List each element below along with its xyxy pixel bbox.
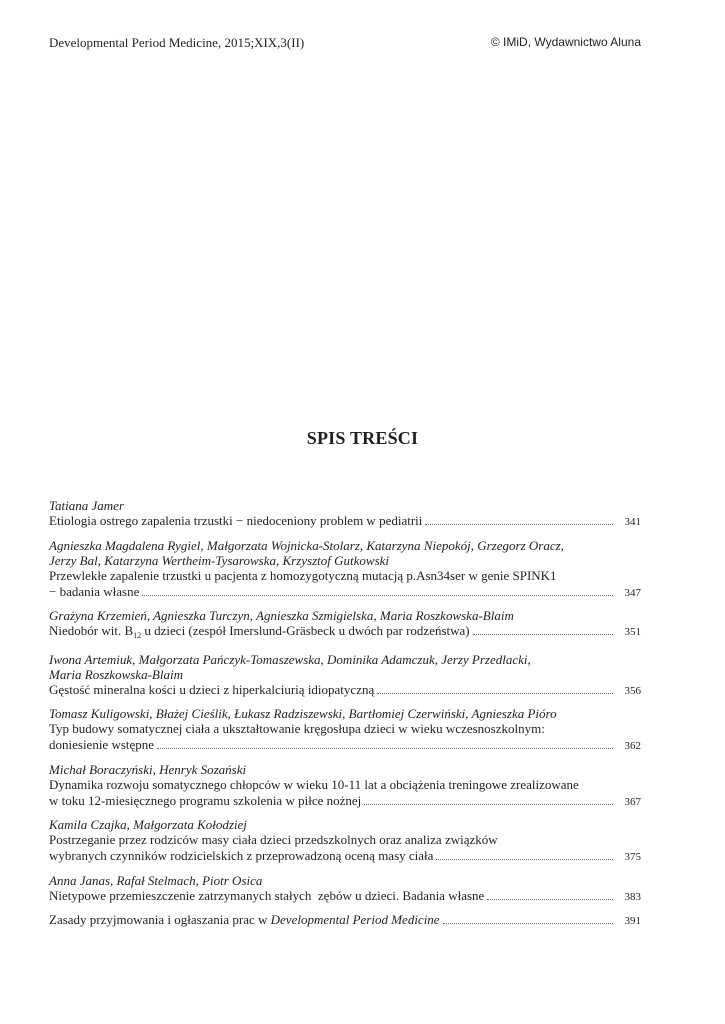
entry-authors: Kamila Czajka, Małgorzata Kołodziej: [49, 817, 247, 832]
table-of-contents: [49, 498, 641, 937]
dot-leader: [487, 889, 613, 900]
entry-page-number: 347: [624, 586, 641, 599]
toc-entry[interactable]: [49, 538, 641, 601]
dot-leader: [473, 624, 613, 635]
entry-page-number: 391: [624, 915, 641, 927]
entry-authors: Iwona Artemiuk, Małgorzata Pańczyk-Tomaszewska, Dominika Adamczuk, Jerzy Przedlacki,: [49, 651, 531, 667]
toc-entry[interactable]: [49, 498, 641, 530]
entry-page-number: 362: [624, 740, 641, 752]
entry-authors: Tatiana Jamer: [49, 498, 124, 513]
entry-page-number: 367: [624, 795, 641, 808]
entry-title: Postrzeganie przez rodziców masy ciała dzieci przedszkolnych oraz analiza związków: [49, 832, 498, 847]
entry-page-number: 383: [624, 890, 641, 903]
entry-title: Zasady przyjmowania i ogłaszania prac w Developmental Period Medicine: [49, 912, 440, 927]
toc-entry[interactable]: [49, 652, 641, 699]
entry-title: Etiologia ostrego zapalenia trzustki − niedoceniony problem w pediatrii: [49, 513, 423, 528]
entry-title: wybranych czynników rodzicielskich z przeprowadzoną oceną masy ciała: [49, 848, 434, 863]
toc-entry[interactable]: [49, 608, 641, 644]
toc-entry[interactable]: [49, 706, 641, 754]
dot-leader: [157, 738, 613, 749]
entry-authors: Michał Boraczyński, Henryk Sozański: [49, 761, 247, 777]
toc-entry[interactable]: [49, 762, 641, 810]
copyright-notice: © IMiD, Wydawnictwo Aluna: [490, 35, 641, 49]
toc-entry[interactable]: [49, 873, 641, 905]
entry-title: Przewlekłe zapalenie trzustki u pacjenta z homozygotyczną mutacją p.Asn34ser w genie SPINK1: [49, 567, 557, 583]
entry-authors: Maria Roszkowska-Blaim: [49, 666, 183, 682]
entry-authors: Tomasz Kuligowski, Błażej Cieślik, Łukasz Radziszewski, Bartłomiej Czerwiński, Agnieszka Pióro: [49, 706, 557, 721]
entry-page-number: 356: [624, 684, 641, 697]
entry-title: doniesienie wstępne: [49, 737, 155, 752]
entry-title: Niedobór wit. $B_{12}$ u dzieci (zespół Imerslund-Gräsbeck u dwóch par rodzeństwa): [49, 623, 470, 640]
entry-authors: Agnieszka Magdalena Rygiel, Małgorzata Wojnicka-Stolarz, Katarzyna Niepokój, Grzegorz Oracz,: [49, 537, 564, 553]
entry-authors: Anna Janas, Rafał Stelmach, Piotr Osica: [49, 872, 263, 888]
entry-page-number: 351: [624, 626, 641, 638]
entry-title: Gęstość mineralna kości u dzieci z hiperkalciurią idiopatyczną: [49, 681, 375, 697]
dot-leader: [425, 514, 613, 525]
dot-leader: [142, 585, 613, 596]
dot-leader: [364, 794, 613, 805]
dot-leader: [436, 849, 613, 860]
entry-title: Nietypowe przemieszczenie zatrzymanych stałych zębów u dzieci. Badania własne: [49, 887, 485, 903]
entry-title: Typ budowy somatycznej ciała a ukształtowanie kręgosłupa dzieci w wieku wczesnoszkolnym:: [49, 721, 545, 736]
toc-entry-guidelines[interactable]: [49, 912, 641, 929]
entry-title: − badania własne: [49, 583, 140, 599]
toc-entry[interactable]: [49, 817, 641, 865]
entry-title: Dynamika rozwoju somatycznego chłopców w wieku 10-11 lat a obciążenia treningowe zrealizowane: [49, 776, 579, 792]
entry-authors: Grażyna Krzemień, Agnieszka Turczyn, Agnieszka Szmigielska, Maria Roszkowska-Blaim: [49, 608, 514, 623]
page-title: SPIS TREŚCI: [306, 428, 419, 448]
journal-citation: Developmental Period Medicine, 2015;XIX,3(II): [49, 35, 305, 50]
entry-authors: Jerzy Bal, Katarzyna Wertheim-Tysarowska, Krzysztof Gutkowski: [49, 552, 390, 568]
entry-page-number: 375: [624, 851, 641, 863]
dot-leader: [443, 913, 613, 924]
dot-leader: [377, 683, 613, 694]
entry-page-number: 341: [624, 516, 641, 528]
entry-title: w toku 12-miesięcznego programu szkolenia w piłce nożnej: [49, 792, 362, 808]
